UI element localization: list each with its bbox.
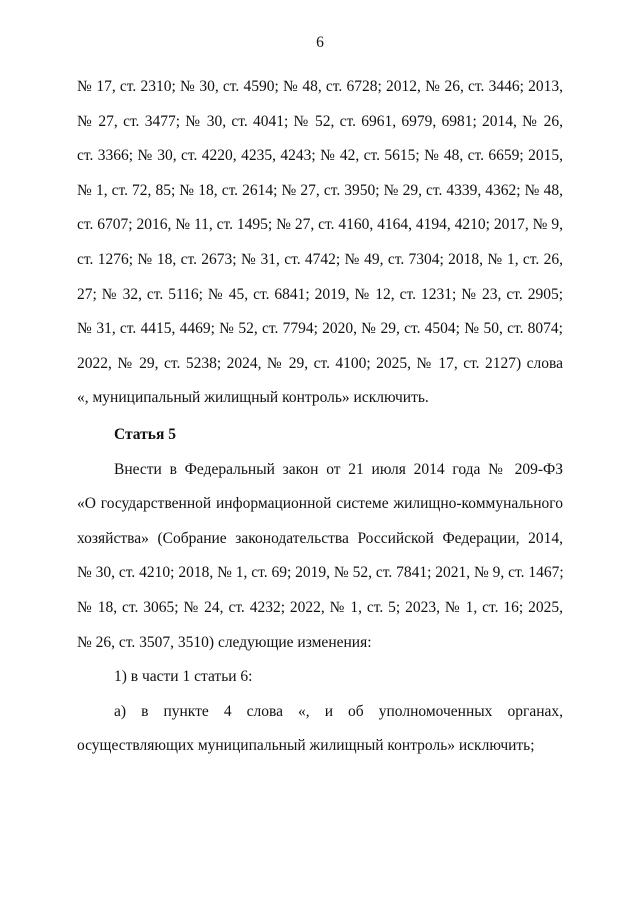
text-line: № 31, ст. 4415, 4469; № 52, ст. 7794; 2020, № 29, ст. 4504; № 50, ст. 8074;: [77, 320, 563, 338]
text-line: № 18, ст. 3065; № 24, ст. 4232; 2022, № 1, ст. 5; 2023, № 1, ст. 16; 2025,: [77, 598, 563, 616]
text-line: № 1, ст. 72, 85; № 18, ст. 2614; № 27, ст. 3950; № 29, ст. 4339, 4362; № 48,: [77, 181, 563, 199]
text-line: ст. 6707; 2016, № 11, ст. 1495; № 27, ст. 4160, 4164, 4194, 4210; 2017, № 9,: [77, 216, 563, 234]
paragraph-item-a: [77, 695, 563, 764]
text-line: «, муниципальный жилищный контроль» исключить.: [77, 389, 429, 407]
text-line: ст. 1276; № 18, ст. 2673; № 31, ст. 4742; № 49, ст. 7304; 2018, № 1, ст. 26,: [77, 250, 563, 268]
page-number: 6: [316, 34, 324, 51]
text-line: № 27, ст. 3477; № 30, ст. 4041; № 52, ст. 6961, 6979, 6981; 2014, № 26,: [77, 112, 563, 130]
text-line: 1) в части 1 статьи 6:: [114, 668, 253, 686]
text-line: а) в пункте 4 слова «, и об уполномоченных органах,: [114, 702, 563, 720]
paragraph-item-1: [77, 660, 563, 695]
text-line: № 26, ст. 3507, 3510) следующие изменения:: [77, 633, 372, 651]
text-line: 2022, № 29, ст. 5238; 2024, № 29, ст. 4100; 2025, № 17, ст. 2127) слова: [77, 354, 563, 372]
paragraph-amendment-continuation: [77, 70, 563, 416]
text-line: № 17, ст. 2310; № 30, ст. 4590; № 48, ст. 6728; 2012, № 26, ст. 3446; 2013,: [77, 78, 563, 95]
paragraph-article-5-intro: [77, 453, 563, 661]
text-line: осуществляющих муниципальный жилищный контроль» исключить;: [77, 737, 535, 755]
text-line: ст. 3366; № 30, ст. 4220, 4235, 4243; № 42, ст. 5615; № 48, ст. 6659; 2015,: [77, 147, 563, 165]
article-heading: Статья 5: [114, 425, 176, 443]
text-line: «О государственной информационной системе жилищно-коммунального: [77, 495, 563, 513]
text-line: № 30, ст. 4210; 2018, № 1, ст. 69; 2019, № 52, ст. 7841; 2021, № 9, ст. 1467;: [77, 564, 564, 582]
text-line: 27; № 32, ст. 5116; № 45, ст. 6841; 2019, № 12, ст. 1231; № 23, ст. 2905;: [77, 285, 563, 303]
text-line: Внести в Федеральный закон от 21 июля 2014 года № 209-ФЗ: [114, 460, 563, 478]
document-body: [77, 70, 563, 764]
text-line: хозяйства» (Собрание законодательства Российской Федерации, 2014,: [77, 529, 563, 547]
